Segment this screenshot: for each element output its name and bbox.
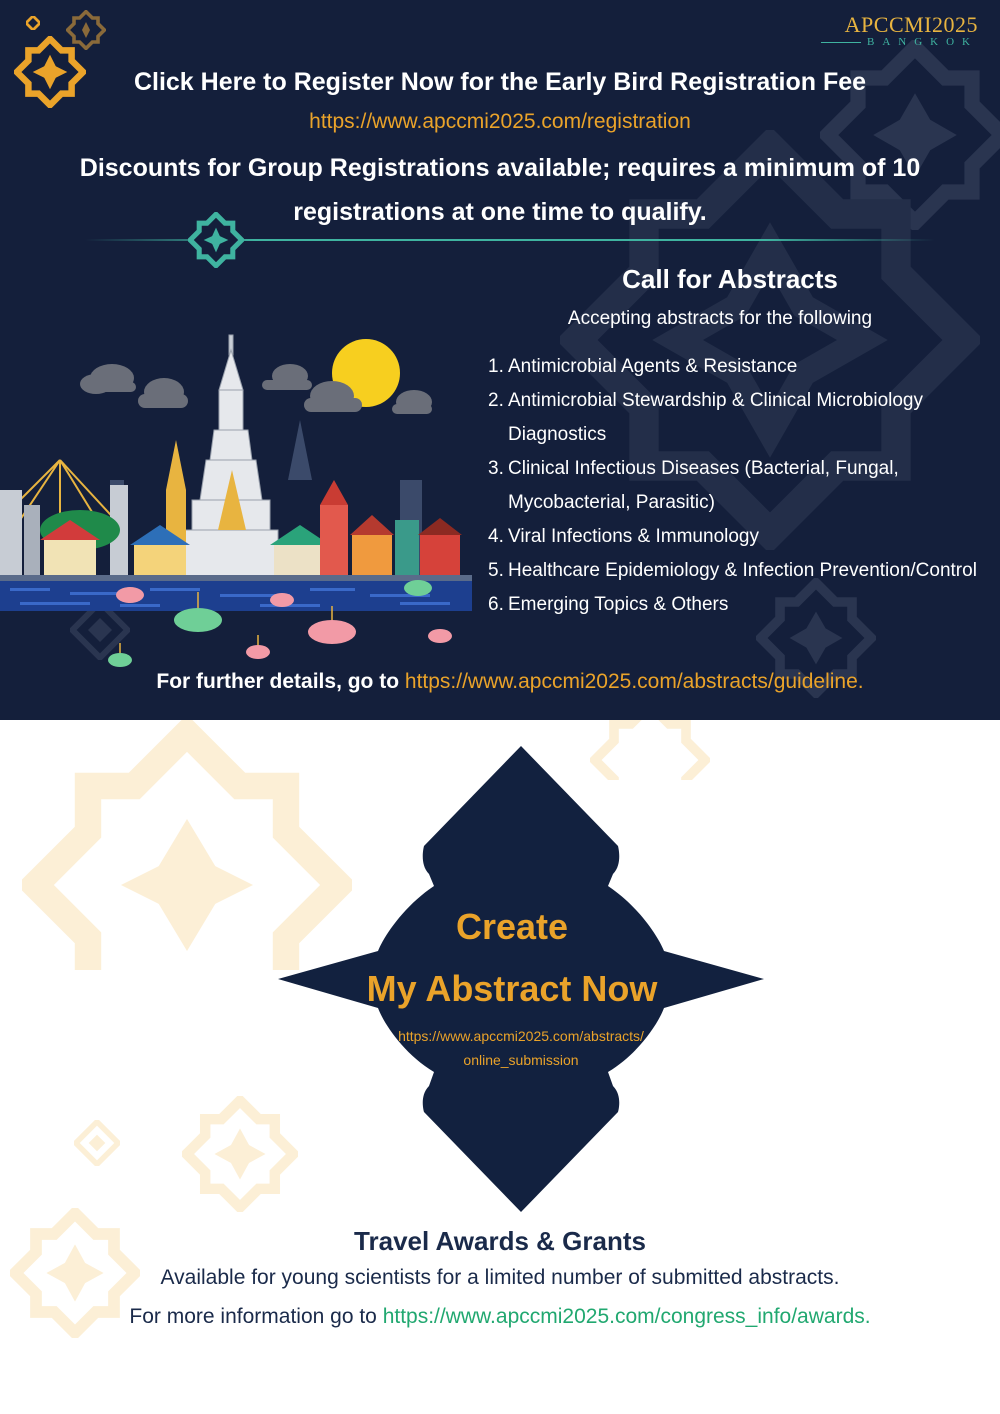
awards-info-link[interactable]: https://www.apccmi2025.com/congress_info/awards. — [382, 1305, 871, 1328]
logo-rule — [821, 42, 861, 43]
logo-name: APCCMI — [844, 12, 932, 37]
group-discount-line-1: Discounts for Group Registrations available; requires a minimum of 10 — [79, 154, 921, 182]
further-details-label: For further details, go to — [156, 670, 400, 693]
register-now-link[interactable]: Click Here to Register Now for the Early Bird Registration Fee — [133, 68, 867, 96]
list-item: 4. Viral Infections & Immunology — [488, 526, 759, 547]
list-item: 3. Clinical Infectious Diseases (Bacterial, Fungal, Mycobacterial, Parasitic) — [488, 458, 899, 513]
registration-url-link[interactable]: https://www.apccmi2025.com/registration — [309, 110, 691, 133]
travel-awards-more-info — [0, 1305, 1000, 1329]
travel-awards-title: Travel Awards & Grants — [354, 1226, 646, 1256]
create-abstract-line-2[interactable]: My Abstract Now — [366, 968, 658, 1009]
list-item: 1. Antimicrobial Agents & Resistance — [488, 356, 798, 377]
conference-logo — [821, 12, 978, 48]
temple-prang — [184, 335, 278, 580]
logo-year: 2025 — [932, 12, 978, 37]
more-info-label: For more information go to — [129, 1305, 377, 1328]
temple-skyline-illustration — [0, 330, 480, 670]
call-for-abstracts-title: Call for Abstracts — [622, 264, 838, 294]
abstract-guideline-link[interactable]: https://www.apccmi2025.com/abstracts/guideline. — [404, 670, 864, 693]
abstract-topic-list — [488, 350, 993, 622]
create-abstract-line-1[interactable]: Create — [455, 906, 569, 947]
further-details-text — [0, 670, 1000, 694]
online-submission-url-line-2[interactable]: online_submission — [463, 1052, 579, 1068]
small-diamond-icon — [26, 16, 40, 30]
logo-city: BANGKOK — [867, 36, 978, 48]
group-discount-line-2: registrations at one time to qualify. — [293, 198, 707, 226]
thai-ornament-icon — [188, 212, 244, 268]
call-for-abstracts-subtitle: Accepting abstracts for the following — [567, 308, 873, 329]
list-item: 2. Antimicrobial Stewardship & Clinical Microbiology Diagnostics — [488, 390, 923, 445]
online-submission-url-line-1[interactable]: https://www.apccmi2025.com/abstracts/ — [398, 1028, 644, 1044]
online-submission-link[interactable] — [278, 1024, 764, 1072]
travel-awards-description: Available for young scientists for a limited number of submitted abstracts. — [160, 1266, 840, 1289]
list-item: 5. Healthcare Epidemiology & Infection Prevention/Control — [488, 560, 977, 581]
group-discount-text — [20, 146, 980, 234]
small-diamond-icon — [74, 1120, 120, 1166]
list-item: 6. Emerging Topics & Others — [488, 594, 729, 615]
